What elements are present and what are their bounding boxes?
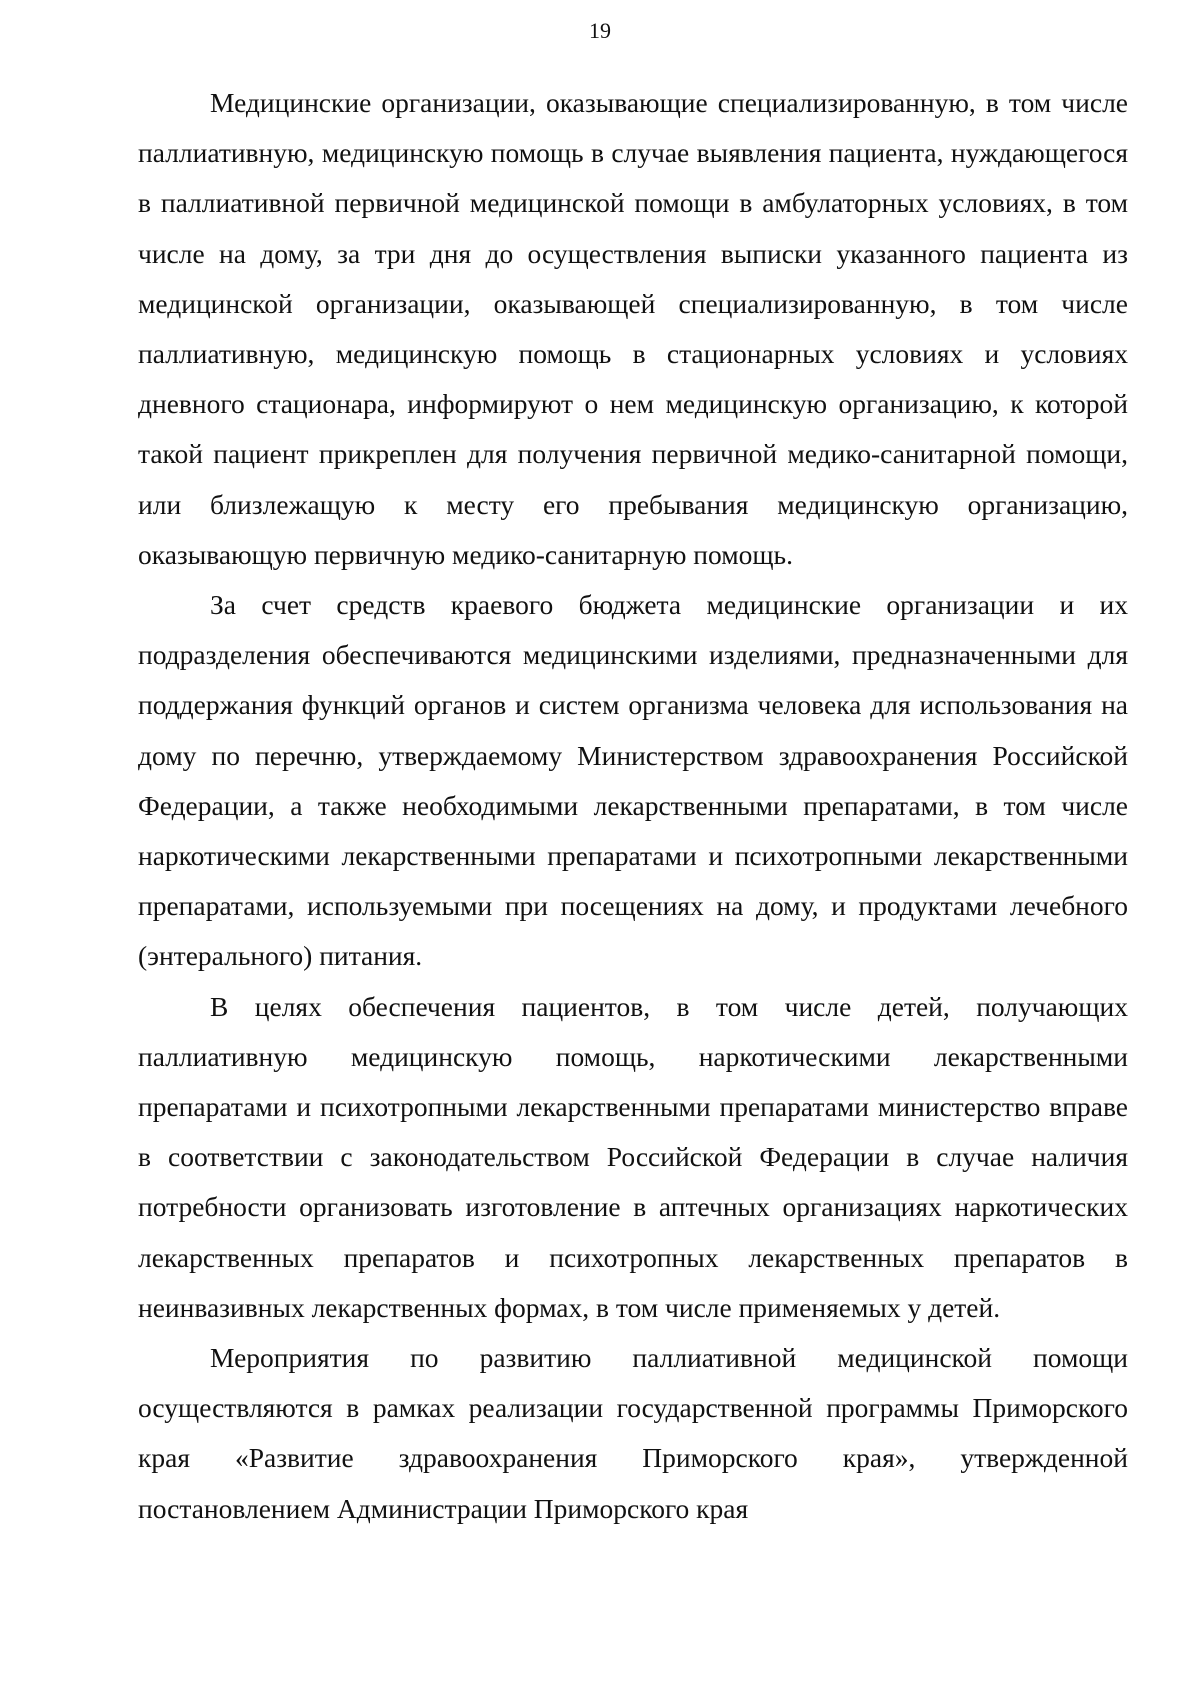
paragraph-palliative-program-measures: Мероприятия по развитию паллиативной медицинской помощи осуществляются в рамках реализации государственной программы Приморского края «Развитие здравоохранения Приморского края», утвержденной постановлением Администрации Приморского края bbox=[138, 1342, 1128, 1524]
page-number: 19 bbox=[589, 18, 611, 43]
paragraph-regional-budget-provision: За счет средств краевого бюджета медицинские организации и их подразделения обеспечиваются медицинскими изделиями, предназначенными для поддержания функций органов и систем организма человека для использования на дому по перечню, утверждаемому Министерством здравоохранения Российской Федерации, а также необходимыми лекарственными препаратами, в том числе наркотическими лекарственными препаратами и психотропными лекарственными препаратами, используемыми при посещениях на дому, и продуктами лечебного (энтерального) питания. bbox=[138, 589, 1128, 972]
paragraph-discharge-notification: Медицинские организации, оказывающие специализированную, в том числе паллиативную, медицинскую помощь в случае выявления пациента, нуждающегося в паллиативной первичной медицинской помощи в амбулаторных условиях, в том числе на дому, за три дня до осуществления выписки указанного пациента из медицинской организации, оказывающей специализированную, в том числе паллиативную, медицинскую помощь в стационарных условиях и условиях дневного стационара, информируют о нем медицинскую организацию, к которой такой пациент прикреплен для получения первичной медико-санитарной помощи, или близлежащую к месту его пребывания медицинскую организацию, оказывающую первичную медико-санитарную помощь. bbox=[138, 87, 1128, 570]
paragraph-narcotic-drugs-provision: В целях обеспечения пациентов, в том числе детей, получающих паллиативную медицинскую помощь, наркотическими лекарственными препаратами и психотропными лекарственными препаратами министерство вправе в соответствии с законодательством Российской Федерации в случае наличия потребности организовать изготовление в аптечных организациях наркотических лекарственных препаратов и психотропных лекарственных препаратов в неинвазивных лекарственных формах, в том числе применяемых у детей. bbox=[138, 990, 1128, 1323]
document-body bbox=[138, 78, 1128, 1534]
